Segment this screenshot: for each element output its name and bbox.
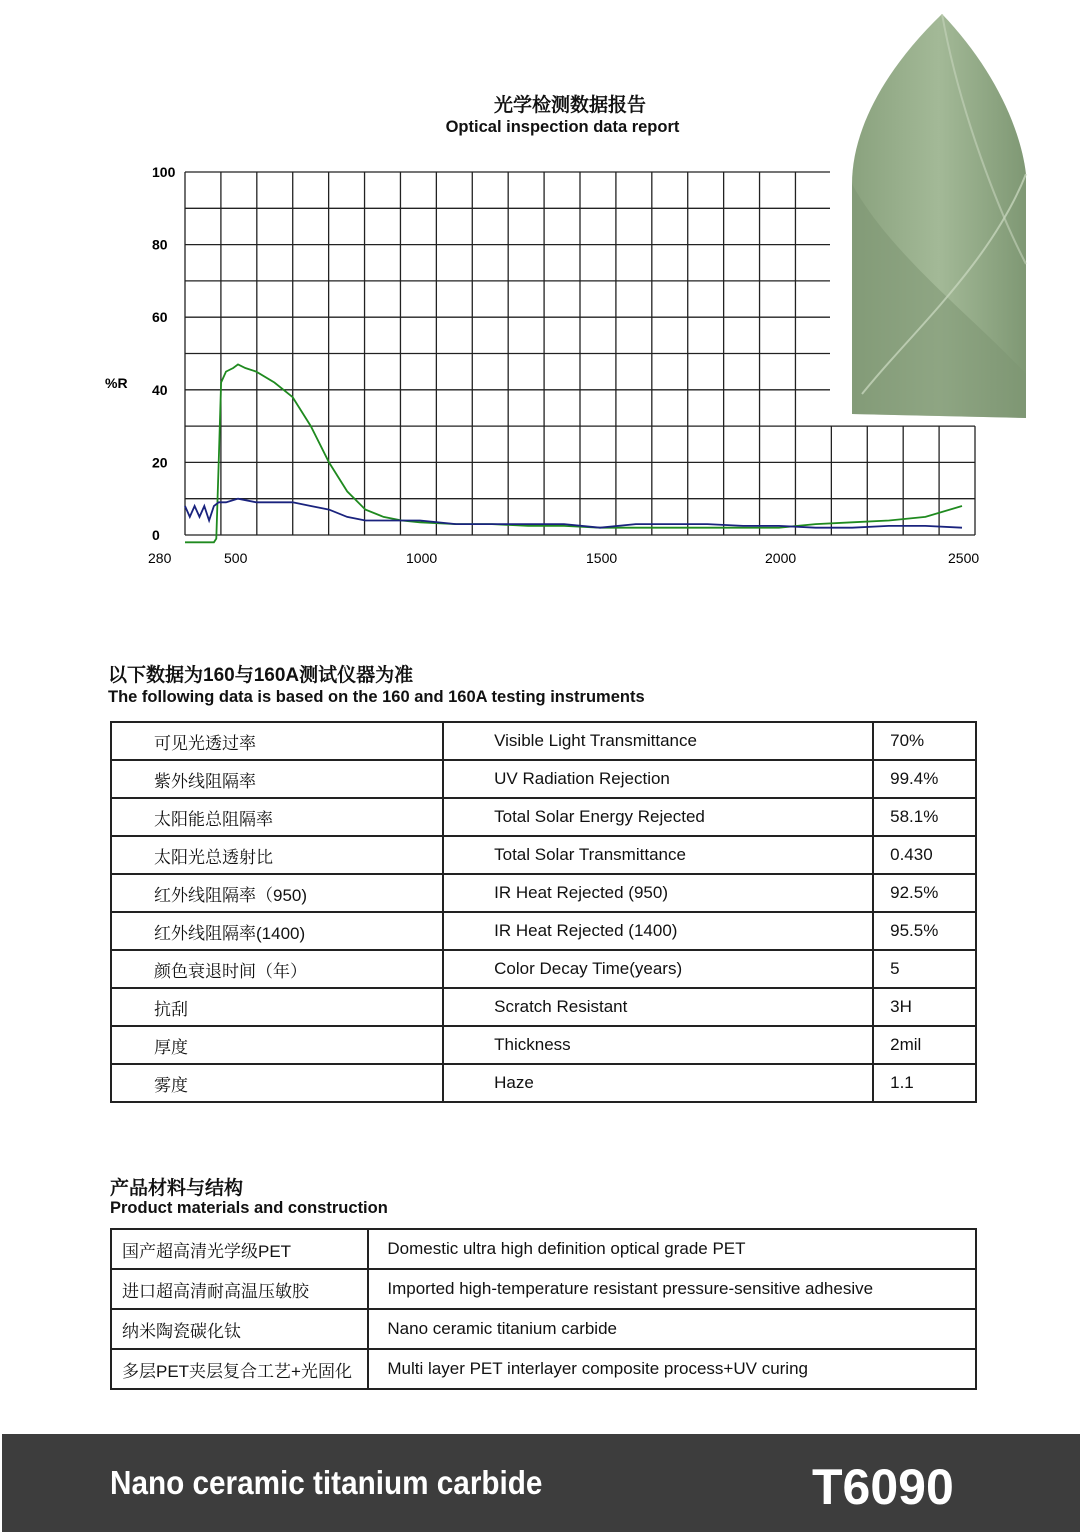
spec-table <box>110 721 977 1103</box>
spec-row <box>111 722 976 760</box>
spec-value: 95.5% <box>873 912 976 950</box>
spec-row <box>111 988 976 1026</box>
y-tick-label: 20 <box>152 454 168 471</box>
material-label-en: Multi layer PET interlayer composite process+UV curing <box>368 1349 976 1389</box>
spec-label-en: IR Heat Rejected (1400) <box>443 912 873 950</box>
material-label-cn: 纳米陶瓷碳化钛 <box>111 1309 368 1349</box>
material-label-cn: 进口超高清耐高温压敏胶 <box>111 1269 368 1309</box>
material-label-en: Imported high-temperature resistant pressure-sensitive adhesive <box>368 1269 976 1309</box>
material-label-cn: 多层PET夹层复合工艺+光固化 <box>111 1349 368 1389</box>
x-tick-label: 2000 <box>765 550 797 566</box>
spec-label-en: Visible Light Transmittance <box>443 722 873 760</box>
materials-table <box>110 1228 977 1390</box>
spec-value: 3H <box>873 988 976 1026</box>
spec-label-cn: 抗刮 <box>111 988 443 1026</box>
spec-value: 70% <box>873 722 976 760</box>
y-tick-label: 60 <box>152 309 168 326</box>
spec-value: 2mil <box>873 1026 976 1064</box>
y-axis-label: %R <box>105 375 128 391</box>
material-row <box>111 1269 976 1309</box>
chart-series <box>185 364 962 542</box>
film-sample-image <box>850 14 1028 418</box>
material-label-cn: 国产超高清光学级PET <box>111 1229 368 1269</box>
chart-subtitle: Optical inspection data report <box>445 118 680 136</box>
x-tick-label: 280 <box>148 550 172 566</box>
spec-value: 99.4% <box>873 760 976 798</box>
spec-label-en: Total Solar Transmittance <box>443 836 873 874</box>
footer-model: T6090 <box>812 1459 954 1515</box>
spec-value: 92.5% <box>873 874 976 912</box>
y-tick-label: 80 <box>152 236 168 253</box>
x-tick-label: 1000 <box>406 550 438 566</box>
y-tick-label: 0 <box>152 527 160 543</box>
y-tick-label: 40 <box>152 381 168 398</box>
spec-label-cn: 太阳光总透射比 <box>111 836 443 874</box>
x-tick-label: 2500 <box>948 550 980 566</box>
material-row <box>111 1309 976 1349</box>
spec-row <box>111 950 976 988</box>
spec-label-en: Total Solar Energy Rejected <box>443 798 873 836</box>
spec-label-cn: 颜色衰退时间（年） <box>111 950 443 988</box>
spec-row <box>111 912 976 950</box>
material-row <box>111 1229 976 1269</box>
materials-title-en: Product materials and construction <box>110 1199 388 1217</box>
x-tick-label: 1500 <box>586 550 618 566</box>
material-label-en: Nano ceramic titanium carbide <box>368 1309 976 1349</box>
material-row <box>111 1349 976 1389</box>
y-tick-label: 100 <box>152 164 176 180</box>
chart-title: 光学检测数据报告 <box>493 95 646 116</box>
spec-label-cn: 太阳能总阻隔率 <box>111 798 443 836</box>
spec-label-en: UV Radiation Rejection <box>443 760 873 798</box>
spec-row <box>111 760 976 798</box>
spec-value: 0.430 <box>873 836 976 874</box>
x-tick-label: 500 <box>224 550 248 566</box>
series-line-1 <box>185 364 962 542</box>
spec-label-cn: 雾度 <box>111 1064 443 1102</box>
spec-label-en: Thickness <box>443 1026 873 1064</box>
footer-product-name: Nano ceramic titanium carbide <box>110 1464 543 1501</box>
spec-label-en: Scratch Resistant <box>443 988 873 1026</box>
spec-label-cn: 红外线阻隔率(1400) <box>111 912 443 950</box>
spec-title-cn: 以下数据为160与160A测试仪器为准 <box>108 665 414 686</box>
spec-value: 1.1 <box>873 1064 976 1102</box>
material-label-en: Domestic ultra high definition optical grade PET <box>368 1229 976 1269</box>
spec-title-en: The following data is based on the 160 and 160A testing instruments <box>108 688 645 706</box>
spec-row <box>111 1026 976 1064</box>
spec-label-cn: 可见光透过率 <box>111 722 443 760</box>
spec-row <box>111 836 976 874</box>
spec-row <box>111 1064 976 1102</box>
spec-value: 58.1% <box>873 798 976 836</box>
spec-label-en: Color Decay Time(years) <box>443 950 873 988</box>
spec-label-cn: 厚度 <box>111 1026 443 1064</box>
spec-value: 5 <box>873 950 976 988</box>
spec-label-cn: 紫外线阻隔率 <box>111 760 443 798</box>
spec-label-en: Haze <box>443 1064 873 1102</box>
spec-label-en: IR Heat Rejected (950) <box>443 874 873 912</box>
spec-label-cn: 红外线阻隔率（950) <box>111 874 443 912</box>
spec-row <box>111 798 976 836</box>
materials-title-cn: 产品材料与结构 <box>110 1178 244 1199</box>
spec-row <box>111 874 976 912</box>
